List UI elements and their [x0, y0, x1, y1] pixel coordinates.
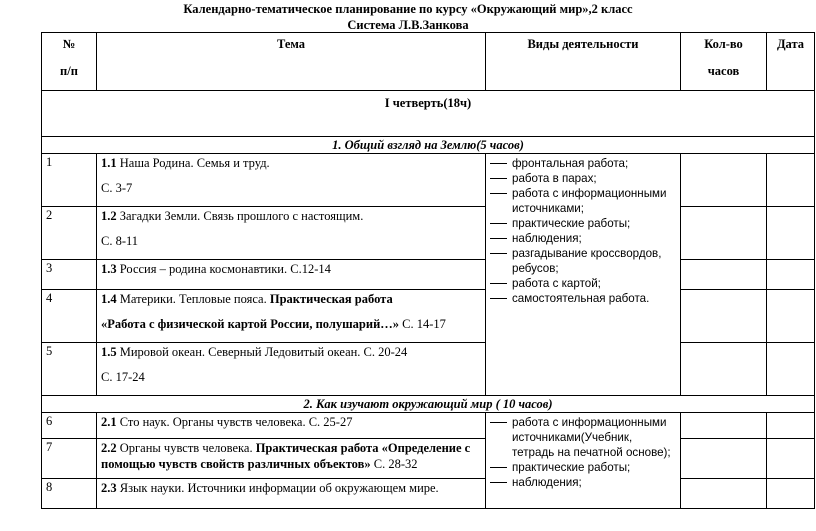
- activities-cell: [486, 413, 681, 509]
- list-item: практические работы;: [488, 216, 676, 231]
- row-pages: С. 3-7: [101, 181, 133, 195]
- hours-cell: [681, 439, 767, 479]
- row-number: 6: [42, 413, 97, 439]
- list-item: разгадывание кроссвордов, ребусов;: [488, 246, 676, 276]
- row-topic: 1.5 Мировой океан. Северный Ледовитый океан. С. 20-24 С. 17-24: [97, 343, 486, 396]
- table-row: [42, 343, 815, 396]
- list-item: фронтальная работа;: [488, 156, 676, 171]
- hours-cell: [681, 154, 767, 207]
- table-row: [42, 154, 815, 207]
- table-row: [42, 207, 815, 260]
- column-header-activities: Виды деятельности: [486, 33, 681, 91]
- list-item: практические работы;: [488, 460, 676, 475]
- row-topic: 1.1 Наша Родина. Семья и труд. С. 3-7: [97, 154, 486, 207]
- row-number: 5: [42, 343, 97, 396]
- section-heading: 2. Как изучают окружающий мир ( 10 часов): [42, 396, 815, 413]
- table-row: [42, 260, 815, 290]
- row-pages: С. 8-11: [101, 234, 139, 248]
- list-item: работа с информационными источниками(Учебник, тетрадь на печатной основе);: [488, 415, 676, 460]
- row-topic: 2.1 Сто наук. Органы чувств человека. С. 25-27: [97, 413, 486, 439]
- list-item: самостоятельная работа.: [488, 291, 676, 306]
- list-item: наблюдения;: [488, 231, 676, 246]
- hours-cell: [681, 343, 767, 396]
- column-header-topic: Тема: [97, 33, 486, 91]
- list-item: работа в парах;: [488, 171, 676, 186]
- row-number: 4: [42, 290, 97, 343]
- date-cell: [767, 413, 815, 439]
- row-number: 1: [42, 154, 97, 207]
- column-header-hours: Кол-во часов: [681, 33, 767, 91]
- table-row: [42, 439, 815, 479]
- quarter-heading: I четверть(18ч): [42, 91, 815, 137]
- hours-cell: [681, 413, 767, 439]
- table-row: [42, 479, 815, 509]
- hours-cell: [681, 479, 767, 509]
- row-topic: 1.4 Материки. Тепловые пояса. Практическая работа «Работа с физической картой России, полушарий…» С. 14-17: [97, 290, 486, 343]
- plan-table: [41, 32, 815, 509]
- section-heading: 1. Общий взгляд на Землю(5 часов): [42, 137, 815, 154]
- date-cell: [767, 260, 815, 290]
- date-cell: [767, 343, 815, 396]
- list-item: работа с картой;: [488, 276, 676, 291]
- date-cell: [767, 154, 815, 207]
- row-topic: 1.2 Загадки Земли. Связь прошлого с настоящим. С. 8-11: [97, 207, 486, 260]
- column-header-date: Дата: [767, 33, 815, 91]
- date-cell: [767, 439, 815, 479]
- row-pages: С. 17-24: [101, 370, 145, 384]
- list-item: наблюдения;: [488, 475, 676, 490]
- table-row: [42, 290, 815, 343]
- row-topic: 1.3 Россия – родина космонавтики. С.12-14: [97, 260, 486, 290]
- date-cell: [767, 290, 815, 343]
- row-topic: 2.3 Язык науки. Источники информации об окружающем мире.: [97, 479, 486, 509]
- row-number: 2: [42, 207, 97, 260]
- row-topic: 2.2 Органы чувств человека. Практическая работа «Определение с помощью чувств свойств различных объектов» С. 28-32: [97, 439, 486, 479]
- hours-cell: [681, 207, 767, 260]
- column-header-number: № п/п: [42, 33, 97, 91]
- table-row: [42, 413, 815, 439]
- list-item: работа с информационными источниками;: [488, 186, 676, 216]
- hours-cell: [681, 290, 767, 343]
- document-title: Календарно-тематическое планирование по курсу «Окружающий мир»,2 класс: [183, 2, 633, 16]
- date-cell: [767, 479, 815, 509]
- row-number: 7: [42, 439, 97, 479]
- document-subtitle: Система Л.В.Занкова: [347, 18, 469, 32]
- date-cell: [767, 207, 815, 260]
- row-number: 3: [42, 260, 97, 290]
- row-number: 8: [42, 479, 97, 509]
- activities-cell: [486, 154, 681, 396]
- hours-cell: [681, 260, 767, 290]
